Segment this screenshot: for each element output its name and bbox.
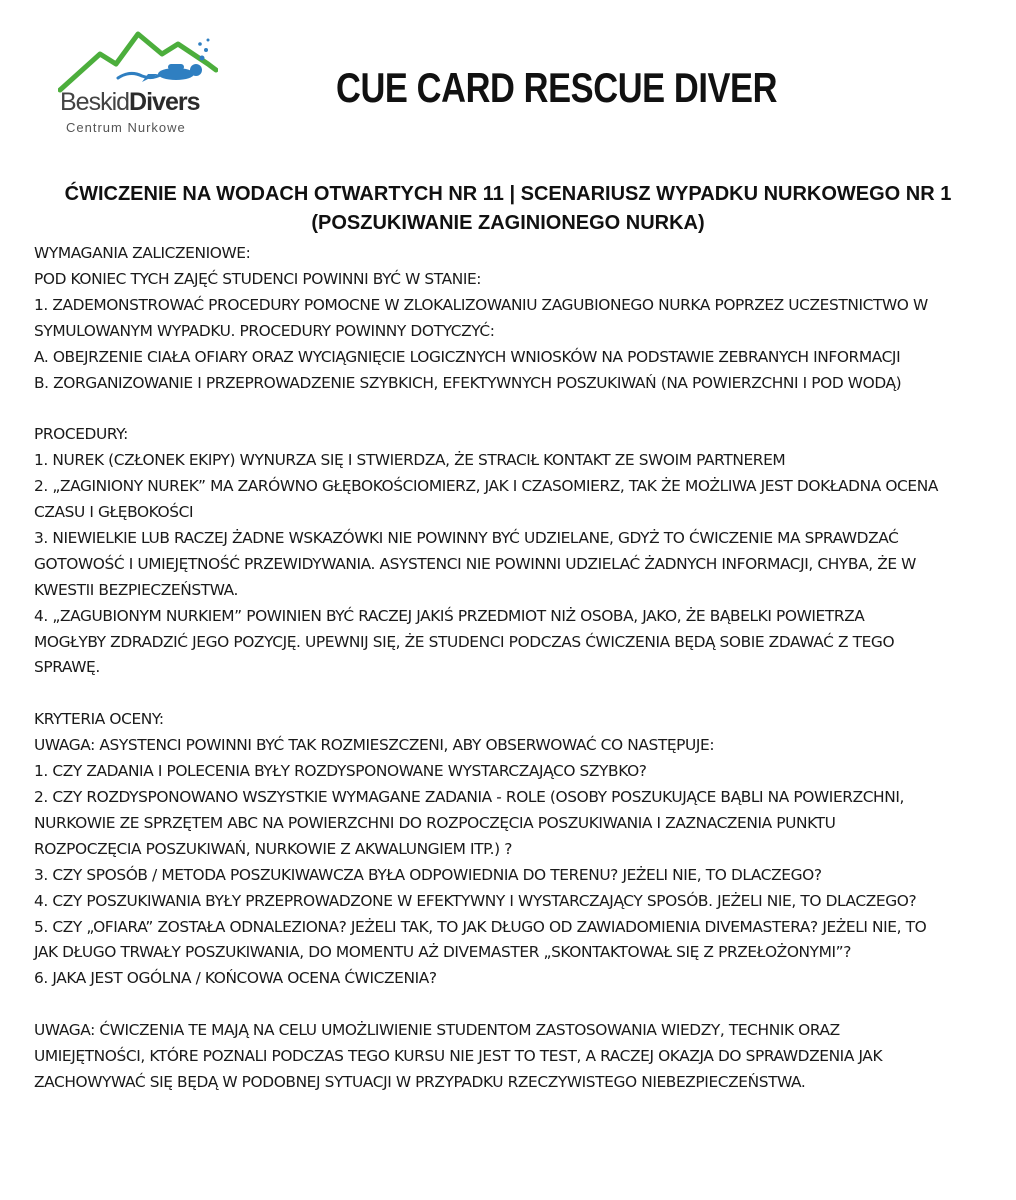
text-line: 2. „ZAGINIONY NUREK” MA ZARÓWNO GŁĘBOKOŚCIOMIERZ, JAK I CZASOMIERZ, TAK ŻE MOŻLIWA JEST DOKŁADNA OCENA	[34, 477, 938, 496]
text-line: 2. CZY ROZDYSPONOWANO WSZYSTKIE WYMAGANE ZADANIA - ROLE (OSOBY POSZUKUJĄCE BĄBLI NA POWIERZCHNI,	[34, 788, 904, 806]
text-line: KRYTERIA OCENY:	[34, 710, 164, 729]
text-line: UWAGA: ASYSTENCI POWINNI BYĆ TAK ROZMIESZCZENI, ABY OBSERWOWAĆ CO NASTĘPUJE:	[34, 736, 715, 755]
text-line: UMIEJĘTNOŚCI, KTÓRE POZNALI PODCZAS TEGO KURSU NIE JEST TO TEST, A RACZEJ OKAZJA DO SPRAWDZENIA JAK	[34, 1047, 883, 1066]
text-line: 1. NUREK (CZŁONEK EKIPY) WYNURZA SIĘ I STWIERDZA, ŻE STRACIŁ KONTAKT ZE SWOIM PARTNEREM	[34, 451, 786, 470]
spacer	[34, 396, 984, 422]
text-line: 1. ZADEMONSTROWAĆ PROCEDURY POMOCNE W ZLOKALIZOWANIU ZAGUBIONEGO NURKA POPRZEZ UCZESTNICTWO W	[34, 295, 928, 314]
text-line: KWESTII BEZPIECZEŃSTWA.	[34, 580, 239, 599]
text-line: ZACHOWYWAĆ SIĘ BĘDĄ W PODOBNEJ SYTUACJI W PRZYPADKU RZECZYWISTEGO NIEBEZPIECZEŃSTWA.	[34, 1072, 806, 1091]
spacer	[34, 992, 984, 1018]
text-line: 4. „ZAGUBIONYM NURKIEM” POWINIEN BYĆ RACZEJ JAKIŚ PRZEDMIOT NIŻ OSOBA, JAKO, ŻE BĄBELKI POWIETRZA	[34, 606, 865, 625]
text-line: 6. JAKA JEST OGÓLNA / KOŃCOWA OCENA ĆWICZENIA?	[34, 969, 437, 988]
text-line: JAK DŁUGO TRWAŁY POSZUKIWANIA, DO MOMENTU AŻ DIVEMASTER „SKONTAKTOWAŁ SIĘ Z PRZEŁOŻONYMI”?	[34, 943, 852, 962]
text-line: UWAGA: ĆWICZENIA TE MAJĄ NA CELU UMOŻLIWIENIE STUDENTOM ZASTOSOWANIA WIEDZY, TECHNIK ORAZ	[34, 1021, 840, 1040]
text-line: 3. CZY SPOSÓB / METODA POSZUKIWAWCZA BYŁA ODPOWIEDNIA DO TERENU? JEŻELI NIE, TO DLACZEGO?	[34, 865, 822, 884]
procedures-section	[34, 422, 984, 681]
logo-wordmark	[60, 88, 200, 117]
text-line: SPRAWĘ.	[34, 658, 100, 677]
text-line: PROCEDURY:	[34, 425, 128, 444]
text-line: MOGŁYBY ZDRADZIĆ JEGO POZYCJĘ. UPEWNIJ SIĘ, ŻE STUDENCI PODCZAS ĆWICZENIA BĘDĄ SOBIE ZDAWAĆ Z TEGO	[34, 632, 895, 651]
text-line: 1. CZY ZADANIA I POLECENIA BYŁY ROZDYSPONOWANE WYSTARCZAJĄCO SZYBKO?	[34, 762, 647, 781]
logo-name-bold: Divers	[129, 88, 200, 116]
beskid-divers-logo	[58, 30, 218, 138]
requirements-section	[34, 241, 984, 396]
note-section	[34, 1018, 984, 1096]
logo-subtitle: Centrum Nurkowe	[66, 120, 186, 135]
text-line: CZASU I GŁĘBOKOŚCI	[34, 503, 194, 522]
text-line: SYMULOWANYM WYPADKU. PROCEDURY POWINNY DOTYCZYĆ:	[34, 321, 495, 340]
document-body	[34, 241, 984, 1096]
text-line: GOTOWOŚĆ I UMIEJĘTNOŚĆ PRZEWIDYWANIA. ASYSTENCI NIE POWINNI UDZIELAĆ ŻADNYCH INFORMACJI, CHYBA, ŻE W	[34, 554, 916, 573]
spacer	[34, 681, 984, 707]
text-line: 3. NIEWIELKIE LUB RACZEJ ŻADNE WSKAZÓWKI NIE POWINNY BYĆ UDZIELANE, GDYŻ TO ĆWICZENIE MA SPRAWDZAĆ	[34, 528, 899, 547]
text-line: B. ZORGANIZOWANIE I PRZEPROWADZENIE SZYBKICH, EFEKTYWNYCH POSZUKIWAŃ (NA POWIERZCHNI I POD WODĄ)	[34, 373, 902, 392]
page-title: CUE CARD RESCUE DIVER	[336, 64, 778, 111]
exercise-subtitle	[40, 180, 976, 238]
text-line: WYMAGANIA ZALICZENIOWE:	[34, 244, 251, 262]
logo-name-regular: Beskid	[60, 88, 130, 116]
text-line: A. OBEJRZENIE CIAŁA OFIARY ORAZ WYCIĄGNIĘCIE LOGICZNYCH WNIOSKÓW NA PODSTAWIE ZEBRANYCH INFORMACJI	[34, 347, 901, 366]
text-line: 4. CZY POSZUKIWANIA BYŁY PRZEPROWADZONE W EFEKTYWNY I WYSTARCZAJĄCY SPOSÓB. JEŻELI NIE, TO DLACZEGO?	[34, 891, 917, 910]
subtitle-line-2: (POSZUKIWANIE ZAGINIONEGO NURKA)	[311, 212, 705, 234]
subtitle-line-1: ĆWICZENIE NA WODACH OTWARTYCH NR 11 | SCENARIUSZ WYPADKU NURKOWEGO NR 1	[64, 183, 952, 205]
text-line: ROZPOCZĘCIA POSZUKIWAŃ, NURKOWIE Z AKWALUNGIEM ITP.) ?	[34, 839, 513, 858]
text-line: NURKOWIE ZE SPRZĘTEM ABC NA POWIERZCHNI DO ROZPOCZĘCIA POSZUKIWANIA I ZAZNACZENIA PUNKTU	[34, 813, 836, 832]
text-line: POD KONIEC TYCH ZAJĘĆ STUDENCI POWINNI BYĆ W STANIE:	[34, 269, 482, 288]
criteria-section	[34, 707, 984, 992]
text-line: 5. CZY „OFIARA” ZOSTAŁA ODNALEZIONA? JEŻELI TAK, TO JAK DŁUGO OD ZAWIADOMIENIA DIVEMASTERA? JEŻELI NIE, TO	[34, 917, 927, 936]
